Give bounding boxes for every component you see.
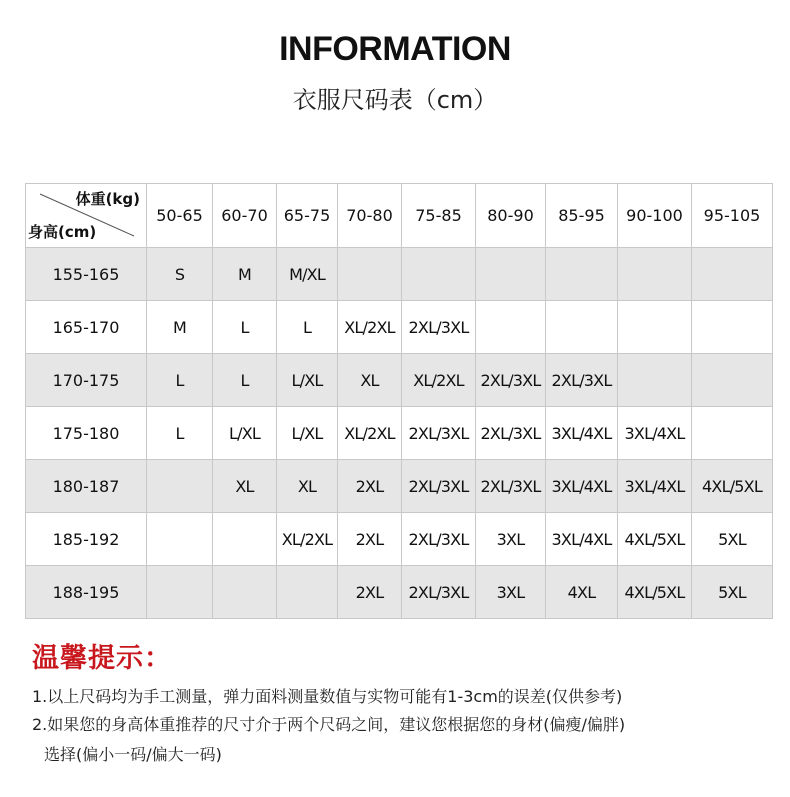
size-cell: XL/2XL (402, 354, 476, 407)
size-cell: 2XL/3XL (476, 407, 546, 460)
size-cell (692, 354, 773, 407)
size-cell (147, 513, 213, 566)
size-cell (618, 248, 692, 301)
weight-axis-label: 体重(kg) (75, 190, 140, 208)
corner-cell (26, 184, 147, 248)
size-cell: 2XL/3XL (402, 301, 476, 354)
size-cell: 2XL/3XL (476, 460, 546, 513)
size-cell: 4XL/5XL (618, 566, 692, 619)
size-cell: 3XL/4XL (546, 407, 618, 460)
size-cell: M (147, 301, 213, 354)
size-cell: 2XL/3XL (402, 566, 476, 619)
size-cell: L/XL (277, 407, 338, 460)
size-cell: 3XL/4XL (618, 460, 692, 513)
size-cell (546, 301, 618, 354)
height-cell: 180-187 (26, 460, 147, 513)
tip-line-2: 2.如果您的身高体重推荐的尺寸介于两个尺码之间，建议您根据您的身材(偏瘦/偏胖) (32, 715, 626, 734)
size-cell: 4XL (546, 566, 618, 619)
tip-line-1: 1.以上尺码均为手工测量，弹力面料测量数值与实物可能有1-3cm的误差(仅供参考) (32, 687, 623, 706)
size-cell (277, 566, 338, 619)
weight-header: 60-70 (213, 184, 277, 248)
table-row (26, 354, 773, 407)
size-cell: 5XL (692, 513, 773, 566)
table-row (26, 513, 773, 566)
height-cell: 155-165 (26, 248, 147, 301)
size-cell (692, 248, 773, 301)
table-row (26, 407, 773, 460)
size-cell: 2XL/3XL (402, 407, 476, 460)
size-cell: XL/2XL (277, 513, 338, 566)
size-cell (213, 566, 277, 619)
size-cell: L/XL (277, 354, 338, 407)
size-cell: 2XL/3XL (546, 354, 618, 407)
height-cell: 170-175 (26, 354, 147, 407)
size-cell: L (213, 301, 277, 354)
size-cell: XL (277, 460, 338, 513)
size-cell (402, 248, 476, 301)
page-subtitle: 衣服尺码表（cm） (292, 86, 498, 114)
size-cell: M (213, 248, 277, 301)
size-cell: 2XL/3XL (402, 513, 476, 566)
table-row (26, 566, 773, 619)
table-row (26, 248, 773, 301)
size-cell (618, 354, 692, 407)
size-cell (546, 248, 618, 301)
size-cell: L (213, 354, 277, 407)
height-axis-label: 身高(cm) (28, 223, 97, 241)
size-cell: 3XL (476, 566, 546, 619)
size-cell: L/XL (213, 407, 277, 460)
tip-line-3: 选择(偏小一码/偏大一码) (44, 745, 222, 764)
weight-header: 85-95 (546, 184, 618, 248)
height-cell: 188-195 (26, 566, 147, 619)
size-cell: XL (213, 460, 277, 513)
size-cell (618, 301, 692, 354)
size-cell: L (277, 301, 338, 354)
size-cell: L (147, 407, 213, 460)
size-cell (213, 513, 277, 566)
size-cell: XL/2XL (338, 301, 402, 354)
size-cell: 3XL (476, 513, 546, 566)
table-row (26, 460, 773, 513)
size-chart-table (25, 183, 773, 619)
weight-header: 75-85 (402, 184, 476, 248)
size-cell: XL/2XL (338, 407, 402, 460)
size-cell: 5XL (692, 566, 773, 619)
size-cell: S (147, 248, 213, 301)
height-cell: 185-192 (26, 513, 147, 566)
table-row (26, 301, 773, 354)
weight-header-row (26, 184, 773, 248)
size-cell (692, 407, 773, 460)
weight-header: 90-100 (618, 184, 692, 248)
size-cell: 4XL/5XL (692, 460, 773, 513)
size-cell: 2XL/3XL (476, 354, 546, 407)
weight-header: 95-105 (692, 184, 773, 248)
size-cell (692, 301, 773, 354)
size-cell: 2XL/3XL (402, 460, 476, 513)
size-cell: 2XL (338, 566, 402, 619)
size-cell: M/XL (277, 248, 338, 301)
weight-header: 65-75 (277, 184, 338, 248)
weight-header: 70-80 (338, 184, 402, 248)
tips-heading: 温馨提示： (32, 643, 172, 674)
size-cell: L (147, 354, 213, 407)
size-cell (147, 566, 213, 619)
size-cell: 4XL/5XL (618, 513, 692, 566)
size-cell: 3XL/4XL (546, 460, 618, 513)
size-cell: 3XL/4XL (546, 513, 618, 566)
page-title: INFORMATION (279, 30, 511, 68)
height-cell: 165-170 (26, 301, 147, 354)
size-cell (147, 460, 213, 513)
size-cell (338, 248, 402, 301)
size-cell (476, 248, 546, 301)
size-cell (476, 301, 546, 354)
size-cell: 2XL (338, 460, 402, 513)
size-cell: 3XL/4XL (618, 407, 692, 460)
weight-header: 80-90 (476, 184, 546, 248)
size-cell: 2XL (338, 513, 402, 566)
height-cell: 175-180 (26, 407, 147, 460)
size-cell: XL (338, 354, 402, 407)
weight-header: 50-65 (147, 184, 213, 248)
